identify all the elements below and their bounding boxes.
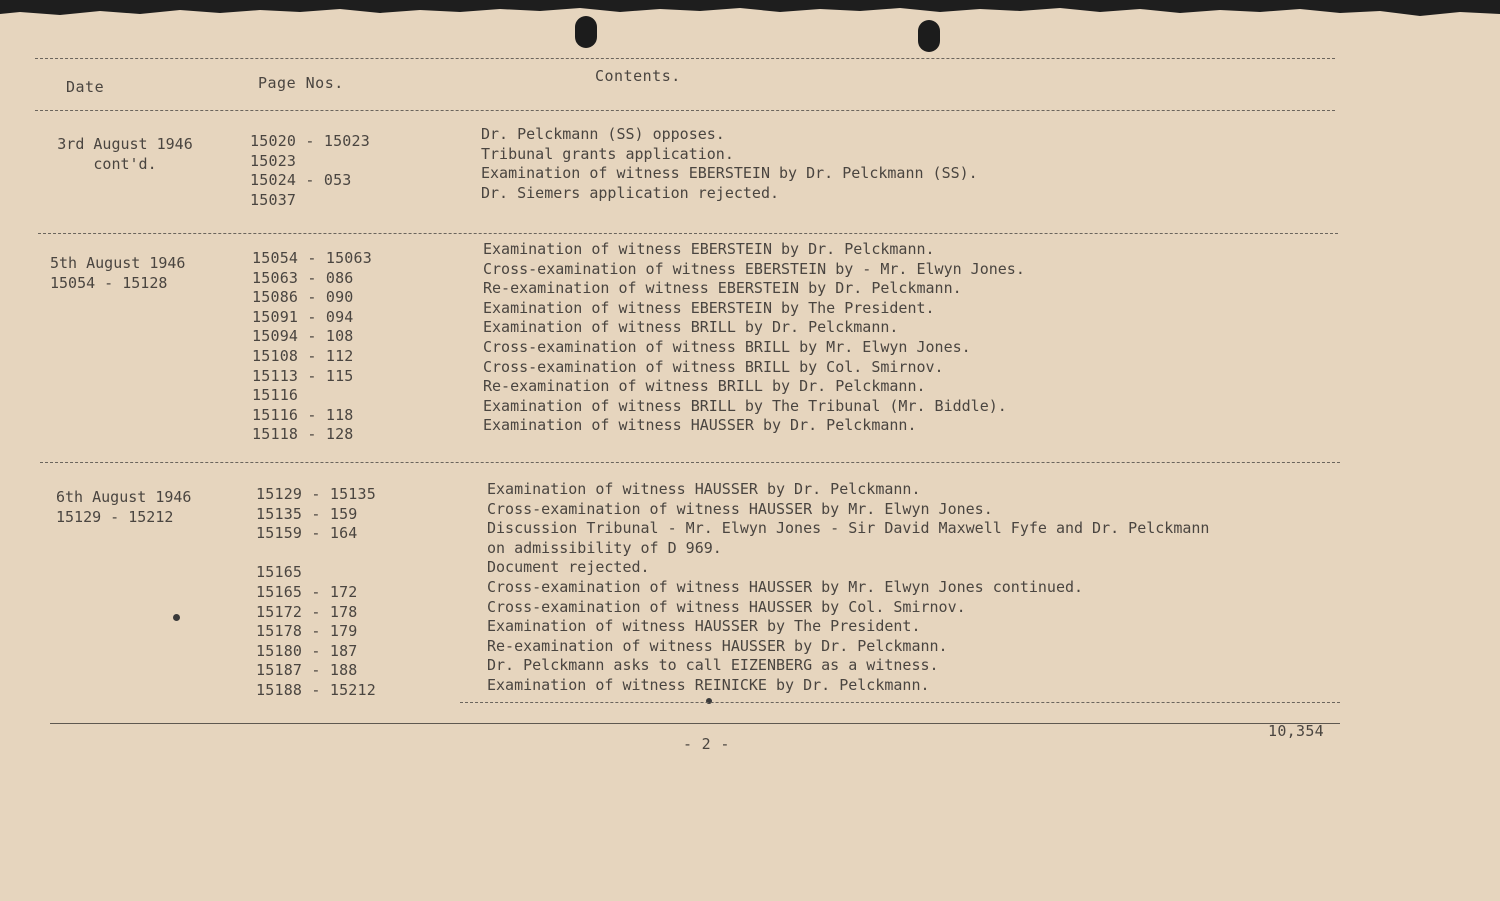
page-range: 15116	[252, 386, 299, 405]
content-entry: Examination of witness HAUSSER by Dr. Pelckmann.	[487, 480, 921, 498]
content-entry: Examination of witness EBERSTEIN by Dr. Pelckmann.	[483, 240, 935, 258]
section-1-rule	[38, 233, 1338, 234]
page-range: 15165 - 172	[256, 582, 358, 601]
date-line: 3rd August 1946	[57, 135, 193, 153]
section-3-contents	[487, 480, 1209, 696]
page-range: 15159 - 164	[256, 524, 358, 543]
header-bottom-rule	[35, 110, 1335, 111]
page-range: 15129 - 15135	[256, 485, 376, 503]
date-line: 6th August 1946	[56, 488, 192, 506]
page-range: 15116 - 118	[252, 405, 354, 424]
pages-column-header: Page Nos.	[258, 74, 344, 92]
content-entry: Examination of witness REINICKE by Dr. Pelckmann.	[487, 675, 930, 694]
content-entry: Re-examination of witness BRILL by Dr. Pelckmann.	[483, 377, 926, 396]
date-line: 15129 - 15212	[56, 507, 174, 526]
content-entry: Cross-examination of witness BRILL by Col. Smirnov.	[483, 357, 944, 376]
page-range: 15188 - 15212	[256, 680, 376, 699]
date-line: cont'd.	[93, 154, 157, 173]
content-entry: Examination of witness HAUSSER by The President.	[487, 617, 921, 636]
page-range	[256, 544, 376, 564]
content-entry: on admissibility of D 969.	[487, 538, 722, 557]
content-entry: Examination of witness BRILL by The Tribunal (Mr. Biddle).	[483, 396, 1007, 415]
content-entry: Re-examination of witness HAUSSER by Dr. Pelckmann.	[487, 636, 948, 655]
page-range: 15113 - 115	[252, 366, 354, 385]
page-range: 15178 - 179	[256, 622, 358, 641]
content-entry: Tribunal grants application.	[481, 144, 734, 163]
page-range: 15086 - 090	[252, 288, 354, 307]
page-range: 15023	[250, 151, 297, 170]
page-range: 15020 - 15023	[250, 132, 370, 150]
page-number: - 2 -	[683, 735, 730, 753]
page-range: 15037	[250, 190, 297, 209]
contents-column-header: Contents.	[595, 67, 681, 85]
date-line: 5th August 1946	[50, 254, 186, 272]
page-range: 15172 - 178	[256, 602, 358, 621]
document-number: 10,354	[1268, 722, 1324, 740]
page-range: 15118 - 128	[252, 425, 354, 444]
section-1-date	[50, 135, 200, 174]
content-entry: Cross-examination of witness BRILL by Mr. Elwyn Jones.	[483, 337, 971, 356]
section-2-date	[50, 254, 185, 293]
content-entry: Examination of witness HAUSSER by Dr. Pelckmann.	[483, 416, 917, 435]
section-1-pages	[250, 132, 370, 210]
section-2-rule	[40, 462, 1340, 463]
ink-speck	[706, 698, 712, 704]
page-range: 15094 - 108	[252, 327, 354, 346]
section-3-date	[56, 488, 191, 527]
torn-edge	[0, 0, 1500, 22]
content-entry: Examination of witness EBERSTEIN by Dr. Pelckmann (SS).	[481, 164, 978, 183]
content-entry: Examination of witness BRILL by Dr. Pelckmann.	[483, 318, 899, 337]
content-entry: Discussion Tribunal - Mr. Elwyn Jones - Sir David Maxwell Fyfe and Dr. Pelckmann	[487, 519, 1210, 538]
content-entry: Examination of witness EBERSTEIN by The President.	[483, 298, 935, 317]
content-entry: Cross-examination of witness EBERSTEIN by - Mr. Elwyn Jones.	[483, 259, 1025, 278]
page-range: 15187 - 188	[256, 661, 358, 680]
section-2-contents	[483, 240, 1025, 436]
page-range: 15054 - 15063	[252, 249, 372, 267]
section-3-pages	[256, 485, 376, 701]
content-entry: Cross-examination of witness HAUSSER by Mr. Elwyn Jones continued.	[487, 577, 1084, 596]
page-range: 15135 - 159	[256, 504, 358, 523]
content-entry: Document rejected.	[487, 558, 650, 577]
page-range: 15165	[256, 563, 303, 582]
header-top-rule	[35, 58, 1335, 59]
footer-rule	[50, 723, 1340, 724]
section-1-contents	[481, 125, 978, 203]
punch-hole-left	[575, 16, 597, 48]
content-entry: Cross-examination of witness HAUSSER by Mr. Elwyn Jones.	[487, 499, 993, 518]
content-entry: Re-examination of witness EBERSTEIN by Dr. Pelckmann.	[483, 279, 962, 298]
content-entry: Dr. Pelckmann (SS) opposes.	[481, 125, 725, 143]
page-range: 15091 - 094	[252, 307, 354, 326]
page-range: 15024 - 053	[250, 171, 352, 190]
punch-hole-right	[918, 20, 940, 52]
page-range: 15180 - 187	[256, 641, 358, 660]
date-column-header: Date	[66, 78, 105, 96]
ink-speck	[173, 614, 180, 621]
content-entry: Dr. Siemers application rejected.	[481, 183, 780, 202]
date-line: 15054 - 15128	[50, 273, 168, 292]
page-range: 15063 - 086	[252, 268, 354, 287]
section-2-pages	[252, 249, 372, 445]
section-3-rule	[460, 702, 1340, 703]
content-entry: Dr. Pelckmann asks to call EIZENBERG as a witness.	[487, 656, 939, 675]
page-range: 15108 - 112	[252, 346, 354, 365]
content-entry: Cross-examination of witness HAUSSER by Col. Smirnov.	[487, 597, 966, 616]
